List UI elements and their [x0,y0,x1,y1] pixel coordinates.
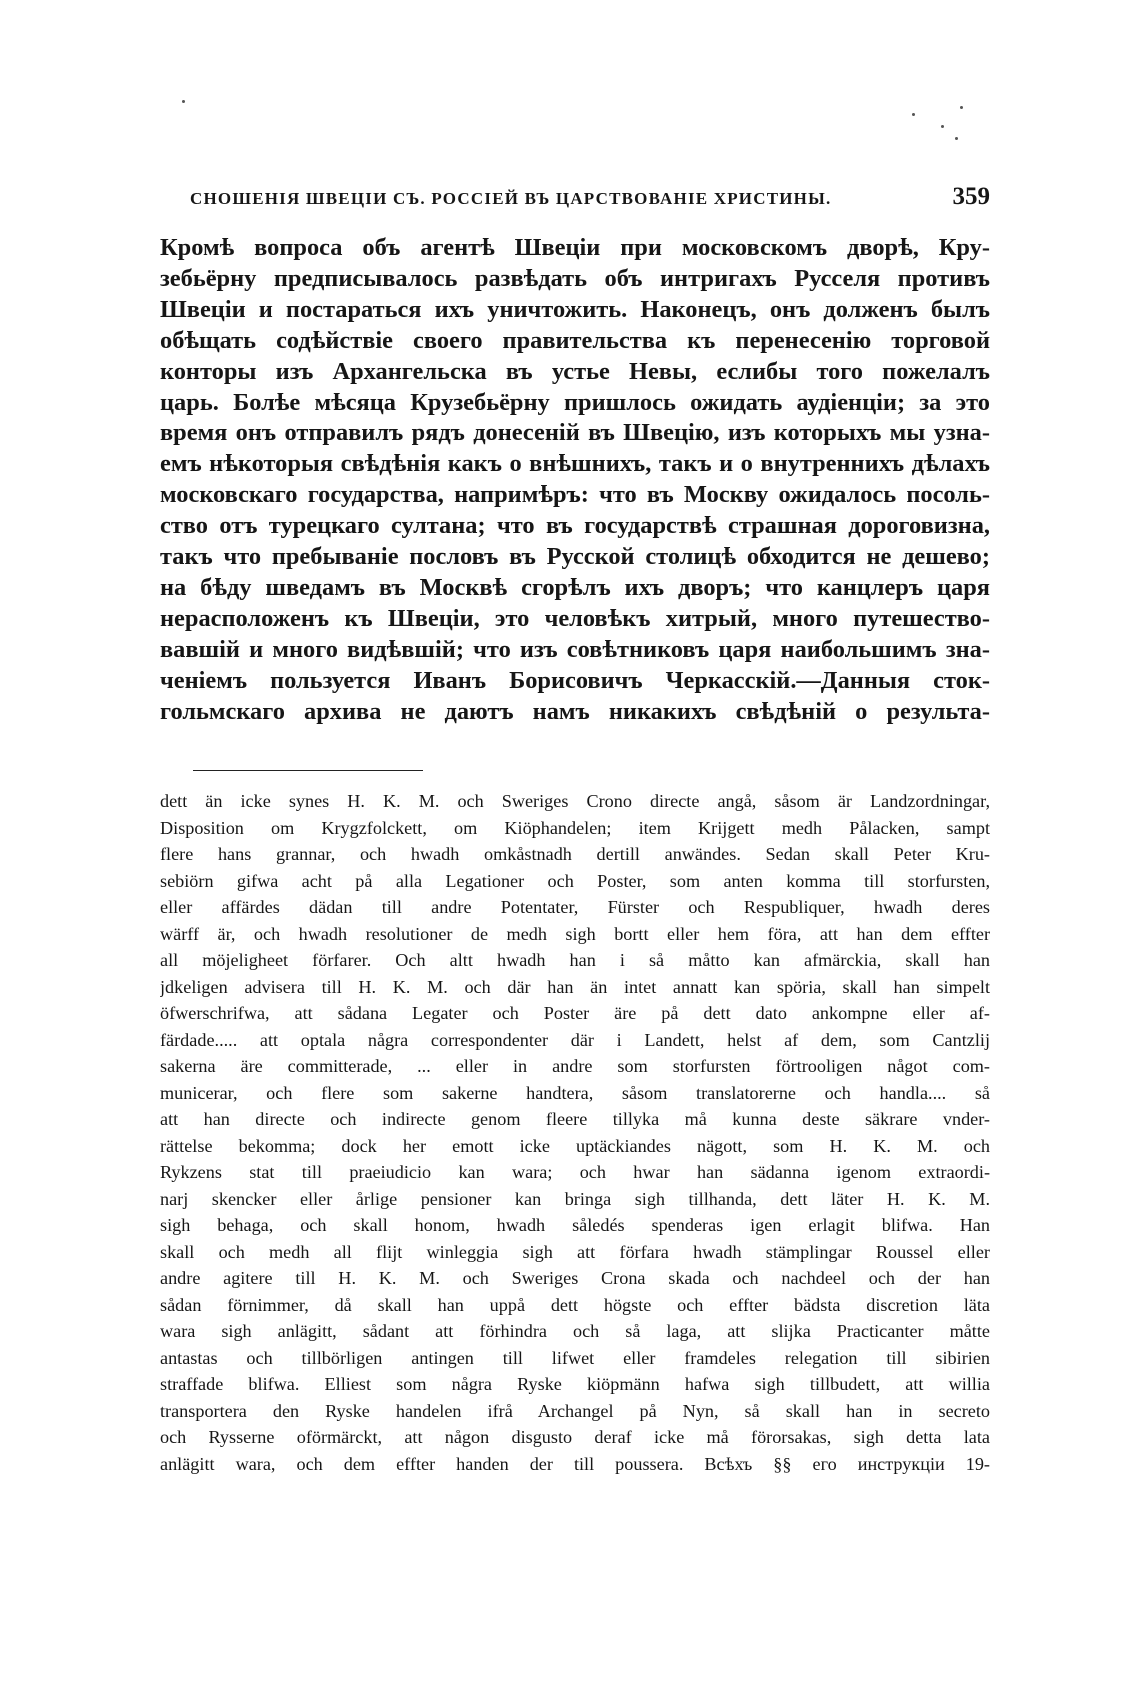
footnote-line: Rykzens stat till praeiudicio kan wara; och hwar han sädanna igenom extraordi- [160,1162,990,1182]
footnote-line: transportera den Ryske handelen ifrå Archangel på Nyn, så skall han in secreto [160,1400,990,1421]
body-line: емъ нѣкоторыя свѣдѣнія какъ о внѣшнихъ, такъ и о внутреннихъ дѣлахъ [160,450,990,478]
scan-speck [960,106,963,109]
body-line: московскаго государства, напримѣръ: что въ Москву ожидалось посоль- [160,481,990,509]
page-number: 359 [952,183,990,210]
body-line: ство отъ турецкаго султана; что въ государствѣ страшная дороговизна, [160,512,990,540]
footnote [160,788,990,1488]
body-line: царь. Болѣе мѣсяца Крузебьёрну пришлось ожидать аудіенціи; за это [160,388,990,416]
body-line: время онъ отправилъ рядъ донесеній въ Швецію, изъ которыхъ мы узна- [160,419,990,447]
running-head [190,183,990,217]
footnote-line: anlägitt wara, och dem effter handen der till poussera. Всѣхъ §§ его инструкціи 19- [160,1453,990,1474]
scan-speck [182,100,185,103]
footnote-line: dett än icke synes H. K. M. och Sweriges Crono directe angå, såsom är Landzordningar, [160,791,990,811]
footnote-line: sådan förnimmer, då skall han uppå dett högste och effter bädsta discretion läta [160,1294,990,1315]
body-line: ченіемъ пользуется Иванъ Борисовичъ Черкасскій.—Данныя сток- [160,666,990,694]
footnote-line: wärff är, och hwadh resolutioner de medh sigh bortt eller hem föra, att han dem effter [160,923,990,944]
footnote-line: andre agitere till H. K. M. och Sweriges Crona skada och nachdeel och der han [160,1268,990,1288]
footnote-line: antastas och tillbörligen antingen till lifwet eller framdeles relegation till sibirien [160,1347,990,1368]
scan-speck [912,113,915,116]
footnote-line: all möjeligheet förfarer. Och altt hwadh han i så måtto kan afmärckia, skall han [160,950,990,970]
body-line: вавшій и много видѣвшій; что изъ совѣтниковъ царя наибольшимъ зна- [160,635,990,663]
body-line: такъ что пребываніе пословъ въ Русской столицѣ обходится не дешево; [160,543,990,571]
body-line: Кромѣ вопроса объ агентѣ Швеціи при московскомъ дворѣ, Кру- [160,234,990,261]
footnote-line: narj skencker eller årlige pensioner kan bringa sigh tillhanda, dett läter H. K. M. [160,1188,990,1209]
footnote-line: rättelse bekomma; dock her emott icke uptäckiandes nägott, som H. K. M. och [160,1135,990,1156]
body-line: на бѣду шведамъ въ Москвѣ сгорѣлъ ихъ дворъ; что канцлеръ царя [160,573,990,601]
footnote-line: öfwerschrifwa, att sådana Legater och Poster äre på dett dato ankompne eller af- [160,1003,990,1023]
footnote-line: sakerna äre committerade, ... eller in andre som storfursten förtrooligen något com- [160,1056,990,1076]
running-head-title: СНОШЕНІЯ ШВЕЦІИ СЪ. РОССІЕЙ ВЪ ЦАРСТВОВАНІЕ ХРИСТИНЫ. [190,189,832,208]
body-line: конторы изъ Архангельска въ устье Невы, еслибы того пожелалъ [160,357,990,385]
footnote-line: jdkeligen advisera till H. K. M. och där han än intet annatt kan spöria, skall han simpelt [160,976,990,997]
main-text [160,233,990,763]
body-line: нерасположенъ къ Швеціи, это человѣкъ хитрый, много путешество- [160,604,990,632]
scan-speck [955,137,958,140]
footnote-line: skall och medh all flijt winleggia sigh att förfara hwadh stämplingar Roussel eller [160,1241,990,1262]
body-line: зебьёрну предписывалось развѣдать объ интригахъ Русселя противъ [160,264,990,292]
footnote-line: Disposition om Krygzfolckett, om Kiöphandelen; item Krijgett medh Pålacken, sampt [160,817,990,838]
footnote-separator [193,770,423,771]
footnote-line: straffade blifwa. Elliest som några Ryske kiöpmänn hafwa sigh tillbudett, att willia [160,1374,990,1394]
footnote-line: wara sigh anlägitt, sådant att förhindra och så laga, att slijka Practicanter måtte [160,1321,990,1341]
body-line: гольмскаго архива не даютъ намъ никакихъ свѣдѣній о результа- [160,697,990,725]
footnote-line: sebiörn gifwa acht på alla Legationer och Poster, som anten komma till storfursten, [160,870,990,891]
scan-speck [941,125,944,128]
body-line: обѣщать содѣйствіе своего правительства къ перенесенію торговой [160,326,990,354]
footnote-line: färdade..... att optala några correspondenter där i Landett, helst af dem, som Cantzlij [160,1029,990,1050]
body-line: Швеціи и постараться ихъ уничтожить. Наконецъ, онъ долженъ былъ [160,295,990,323]
footnote-line: eller affärdes dädan till andre Potentater, Fürster och Respubliquer, hwadh deres [160,897,990,917]
footnote-line: municerar, och flere som sakerne handtera, såsom translatorerne och handla.... så [160,1082,990,1103]
footnote-line: flere hans grannar, och hwadh omkåstnadh dertill anwändes. Sedan skall Peter Kru- [160,844,990,864]
footnote-line: sigh behaga, och skall honom, hwadh såledés spenderas igen erlagit blifwa. Han [160,1215,990,1235]
footnote-line: och Rysserne oförmärckt, att någon disgusto deraf icke må förorsakas, sigh detta lata [160,1427,990,1447]
footnote-line: att han directe och indirecte genom fleere tillyka må kunna deste säkrare vnder- [160,1109,990,1129]
